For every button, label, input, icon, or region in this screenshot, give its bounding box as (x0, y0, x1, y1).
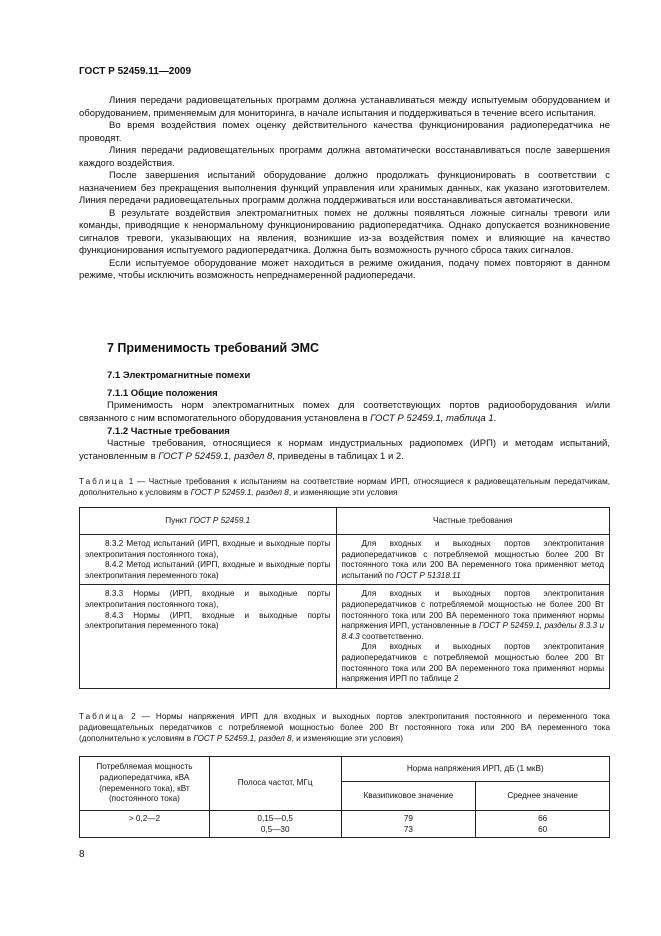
paragraph: После завершения испытаний оборудование должно продолжать функционировать в соответствии с назначением без прекращения выполнения функций управления или хранимых данных, как указано изготовителем. Линия передачи радиовещательных программ должна поддерживаться или восстанавливаться автоматически. (79, 170, 610, 206)
section-7-1-2-title: 7.1.2 Частные требования (107, 426, 230, 437)
section-7-title: 7 Применимость требований ЭМС (107, 341, 320, 355)
body-text (79, 95, 610, 283)
section-7-1-1-text: Применимость норм электромагнитных помех для соответствующих портов радиооборудования и/или связанного с ним вспомогательного оборудования установлена в ГОСТ Р 52459.1, таблица 1. (79, 400, 610, 424)
table-cell: Для входных и выходных портов электропитания радиопередатчиков с потребляемой мощностью более 200 Вт постоянного тока или 200 ВА переменного тока применяют метод испытаний по ГОСТ Р 51318.11 (336, 535, 610, 585)
page-number: 8 (79, 849, 85, 860)
paragraph: Если испытуемое оборудование может находиться в режиме ожидания, подачу помех повторяют в данном режиме, чтобы исключить возможность непреднамеренной радиопередачи. (79, 257, 610, 281)
section-7-1-title: 7.1 Электромагнитные помехи (107, 370, 251, 381)
paragraph: В результате воздействия электромагнитных помех не должны появляться ложные сигналы тревоги или команды, приводящие к ненормальному функционированию радиопередатчика. Однако допускается возникновение сигналов тревоги, указывающих на явления, возникшие из-за воздействия помех и влияющие на качество функционирования испытуемого радиопередатчика. Должна быть возможность ручного сброса таких сигналов. (79, 207, 610, 256)
section-7-1-2-text: Частные требования, относящиеся к нормам индустриальных радиопомех (ИРП) и методам испытаний, установленным в ГОСТ Р 52459.1, раздел 8, приведены в таблицах 1 и 2. (79, 438, 610, 462)
table-cell: 66 60 (476, 811, 610, 838)
table-1-caption: Таблица 1 — Частные требования к испытаниям на соответствие нормам ИРП, относящиеся к радиовещательным передатчикам, дополнительно к условиям в ГОСТ Р 52459.1, раздел 8, и изменяющие эти условия (79, 477, 610, 497)
paragraph: Линия передачи радиовещательных программ должна устанавливаться между испытуемым оборудованием и оборудованием, применяемым для мониторинга, в начале испытания и поддерживаться в течение всего испытания. (79, 95, 610, 119)
table-cell: Для входных и выходных портов электропитания радиопередатчиков с потребляемой мощностью не более 200 Вт постоянного тока или 200 ВА переменного тока применяют нормы напряжения ИРП, установленные в ГОСТ Р 52459.1, разделы 8.3.3 и 8.4.3 соответственно. Для входных и выходных портов электропитания радиопередатчиков с потребляемой мощностью более 200 Вт постоянного тока или 200 ВА переменного тока применяют нормы напряжения ИРП по таблице 2 (336, 585, 610, 688)
table-1 (79, 507, 610, 689)
table-cell: > 0,2—2 (80, 811, 210, 838)
table-row (80, 535, 610, 585)
paragraph: Линия передачи радиовещательных программ должна автоматически восстанавливаться после завершения каждого воздействия. (79, 145, 610, 169)
standard-reference: ГОСТ Р 52459.1, таблица 1 (370, 412, 494, 424)
table-1-header-clause: Пункт ГОСТ Р 52459.1 (80, 508, 337, 535)
table-2-header-quasipeak: Квазипиковое значение (341, 782, 476, 811)
paragraph: Во время воздействия помех оценку действительного качества функционирования радиопередатчика не проводят. (79, 120, 610, 144)
document-header: ГОСТ Р 52459.11—2009 (79, 66, 192, 77)
table-row (80, 811, 610, 838)
section-7-1-1-title: 7.1.1 Общие положения (107, 388, 218, 399)
table-row (80, 585, 610, 688)
table-2-caption: Таблица 2 — Нормы напряжения ИРП для входных и выходных портов электропитания постоянного и переменного тока радиовещательных передатчиков с потребляемой мощностью более 200 Вт постоянного тока или 200 ВА переменного тока (дополнительно к условиям в ГОСТ Р 52459.1, раздел 8, и изменяющие эти условия) (79, 712, 610, 743)
table-2-header-band: Полоса частот, МГц (209, 757, 341, 811)
table-cell: 8.3.2 Метод испытаний (ИРП, входные и выходные порты электропитания постоянного тока), 8.4.2 Метод испытаний (ИРП, входные и выходные порты электропитания переменного тока) (80, 535, 337, 585)
table-2-header-average: Среднее значение (476, 782, 610, 811)
table-2-header-norm: Норма напряжения ИРП, дБ (1 мкВ) (341, 757, 609, 782)
table-1-header-requirements: Частные требования (336, 508, 610, 535)
table-cell: 8.3.3 Нормы (ИРП, входные и выходные порты электропитания постоянного тока), 8.4.3 Нормы (ИРП, входные и выходные порты электропитания переменного тока) (80, 585, 337, 688)
table-2-header-power: Потребляемая мощность радиопередатчика, кВА (переменного тока), кВт (постоянного тока) (80, 757, 210, 811)
table-2 (79, 756, 610, 838)
standard-reference: ГОСТ Р 52459.1, раздел 8 (158, 450, 273, 462)
table-cell: 79 73 (341, 811, 476, 838)
table-cell: 0,15—0,5 0,5—30 (209, 811, 341, 838)
